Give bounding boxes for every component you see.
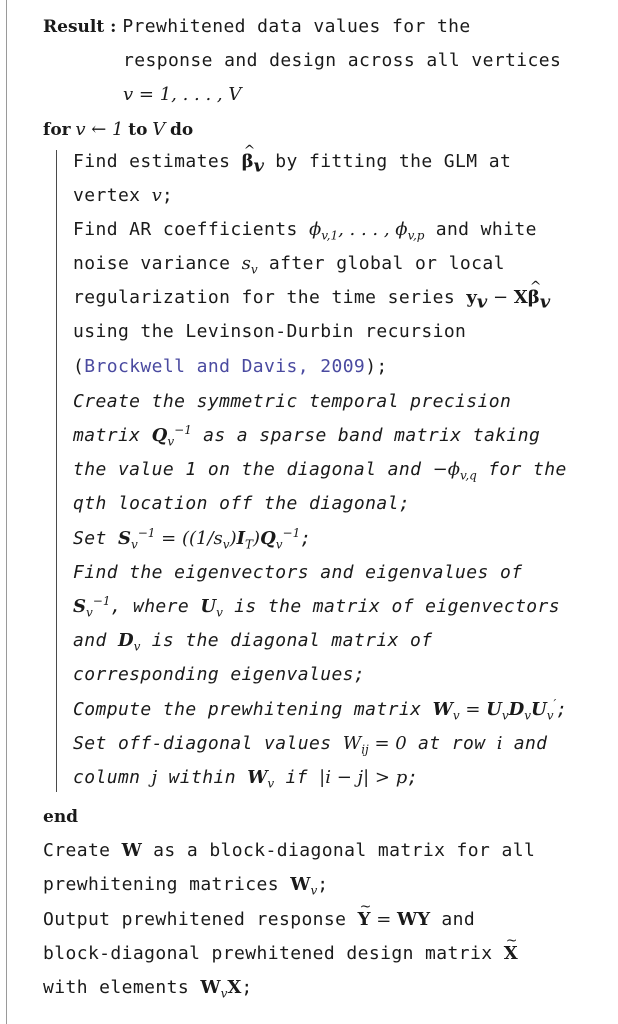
for-line: [43, 113, 193, 147]
loop-line-2: vertex v;: [73, 185, 174, 206]
tail-line-4: block-diagonal prewhitened design matrix ~ X: [43, 937, 518, 971]
loop-line-16: corresponding eigenvalues;: [73, 664, 366, 685]
result-line-1: Result : Prewhitened data values for the: [43, 16, 471, 37]
loop-line-8: Create the symmetric temporal precision: [73, 391, 512, 412]
tail-line-1: Create W as a block-diagonal matrix for all: [43, 840, 536, 861]
citation-link[interactable]: Brockwell and Davis, 2009: [84, 356, 366, 377]
loop-line-4: noise variance $s_v$ after global or local: [73, 253, 505, 277]
end-keyword: end: [43, 807, 79, 827]
to-keyword: to: [128, 120, 148, 140]
loop-line-18: Set off-diagonal values $W_{ij} = 0$ at row i and: [73, 733, 548, 757]
loop-line-12: Set $S_v^{-1} = ((1/s_v)I_T)Q_v^{-1}$;: [73, 526, 312, 552]
loop-line-19: column j within $W_v$ if |i − j| > p;: [73, 767, 419, 791]
result-line-3: v = 1, . . . , V: [123, 84, 242, 105]
loop-body-rule: [56, 150, 57, 792]
loop-line-9: matrix $Q_v^{-1}$ as a sparse band matrix taking: [73, 423, 541, 449]
loop-line-10: the value 1 on the diagonal and $-\phi_{v,q}$ for the: [73, 459, 567, 483]
loop-line-1: Find estimates ^ $\beta_v$ by fitting the GLM at: [73, 145, 511, 179]
do-keyword: do: [169, 120, 194, 140]
loop-line-17: Compute the prewhitening matrix $W_v = U_vD_vU_v'$;: [73, 697, 568, 723]
left-border-rule: [6, 0, 7, 1024]
tail-line-2: prewhitening matrices $W_v$;: [43, 874, 329, 898]
loop-line-3: Find AR coefficients $\phi_{v,1}$, . . . , $\phi_{v,p}$ and white: [73, 219, 537, 243]
loop-line-11: qth location off the diagonal;: [73, 493, 411, 514]
loop-line-7: (Brockwell and Davis, 2009);: [73, 356, 388, 377]
loop-line-15: and $D_v$ is the diagonal matrix of: [73, 630, 433, 654]
loop-line-13: Find the eigenvectors and eigenvalues of: [73, 562, 523, 583]
for-keyword: for: [43, 120, 71, 140]
tail-line-5: with elements $W_vX$;: [43, 977, 253, 1001]
for-expression: v ← 1: [75, 119, 124, 140]
result-line-2: response and design across all vertices: [123, 50, 562, 71]
tail-line-3: Output prewhitened response ~ Y = WY and: [43, 903, 475, 937]
loop-line-6: using the Levinson-Durbin recursion: [73, 321, 467, 342]
for-upper-bound: V: [152, 119, 166, 140]
result-label: Result: [43, 17, 105, 37]
loop-line-5: regularization for the time series $y_v$ − X^ $\beta_v$: [73, 281, 550, 315]
result-text-1: Prewhitened data values for the: [122, 16, 471, 37]
loop-line-14: $S_v^{-1}$, where $U_v$ is the matrix of eigenvectors: [73, 594, 561, 620]
